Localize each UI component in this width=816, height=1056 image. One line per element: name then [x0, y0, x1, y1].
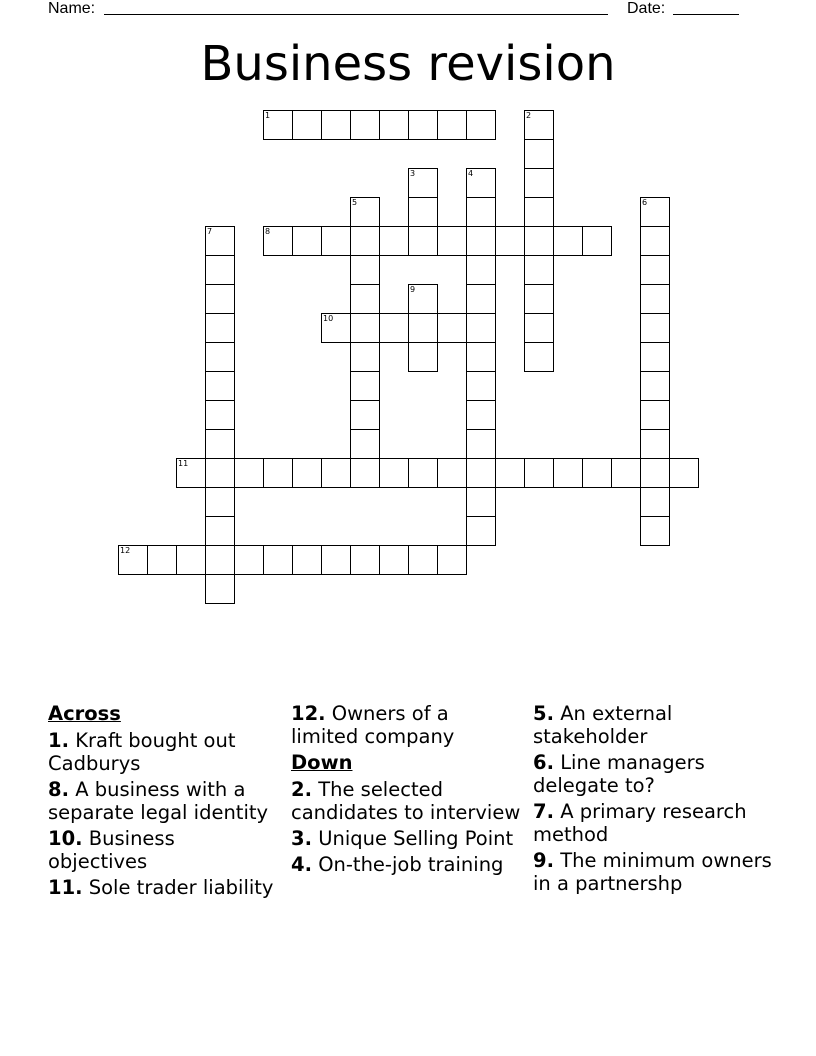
clue-across-10	[48, 827, 278, 873]
crossword-cell[interactable]	[524, 342, 554, 372]
clue-down-7	[533, 800, 773, 846]
crossword-cell[interactable]	[350, 226, 380, 256]
crossword-cell[interactable]	[379, 458, 409, 488]
crossword-cell[interactable]	[466, 197, 496, 227]
clue-number: 7.	[533, 800, 554, 823]
crossword-cell[interactable]	[524, 168, 554, 198]
crossword-cell[interactable]	[205, 313, 235, 343]
clues-column-3	[533, 702, 773, 898]
crossword-cell[interactable]	[495, 458, 525, 488]
crossword-cell[interactable]	[524, 110, 554, 140]
clue-number-label: 3	[410, 169, 416, 178]
clue-number: 5.	[533, 702, 554, 725]
crossword-cell[interactable]	[263, 458, 293, 488]
crossword-cell[interactable]	[321, 313, 351, 343]
crossword-cell[interactable]	[176, 458, 206, 488]
clue-text: A primary research method	[533, 800, 747, 846]
crossword-cell[interactable]	[640, 371, 670, 401]
clue-number-label: 1	[265, 111, 271, 120]
crossword-cell[interactable]	[466, 429, 496, 459]
clue-number-label: 10	[323, 314, 334, 323]
crossword-cell[interactable]	[292, 226, 322, 256]
crossword-cell[interactable]	[263, 110, 293, 140]
clue-number-label: 9	[410, 285, 416, 294]
clue-number-label: 5	[352, 198, 358, 207]
clue-number: 12.	[291, 702, 326, 725]
crossword-cell[interactable]	[408, 458, 438, 488]
clues-column-1	[48, 702, 278, 902]
crossword-cell[interactable]	[408, 197, 438, 227]
crossword-cell[interactable]	[292, 110, 322, 140]
clue-text: Unique Selling Point	[318, 827, 514, 850]
crossword-cell[interactable]	[205, 342, 235, 372]
clue-number-label: 4	[468, 169, 474, 178]
crossword-cell[interactable]	[553, 458, 583, 488]
crossword-cell[interactable]	[408, 226, 438, 256]
clue-text: An external stakeholder	[533, 702, 673, 748]
clue-text: Sole trader liability	[88, 876, 274, 899]
clue-number-label: 11	[178, 459, 189, 468]
page-title: Business revision	[200, 36, 616, 92]
crossword-cell[interactable]	[408, 168, 438, 198]
crossword-cell[interactable]	[350, 545, 380, 575]
crossword-cell[interactable]	[205, 255, 235, 285]
crossword-cell[interactable]	[350, 255, 380, 285]
crossword-cell[interactable]	[205, 516, 235, 546]
crossword-cell[interactable]	[350, 342, 380, 372]
clue-down-9	[533, 849, 773, 895]
clue-number: 2.	[291, 778, 312, 801]
clue-number: 9.	[533, 849, 554, 872]
clue-number: 4.	[291, 853, 312, 876]
clue-number-label: 7	[207, 227, 213, 236]
crossword-cell[interactable]	[205, 429, 235, 459]
crossword-cell[interactable]	[640, 197, 670, 227]
clue-number-label: 8	[265, 227, 271, 236]
crossword-cell[interactable]	[669, 458, 699, 488]
crossword-cell[interactable]	[466, 458, 496, 488]
crossword-cell[interactable]	[205, 400, 235, 430]
clue-number-label: 6	[642, 198, 648, 207]
crossword-cell[interactable]	[466, 516, 496, 546]
crossword-cell[interactable]	[437, 313, 467, 343]
clue-text: On-the-job training	[318, 853, 504, 876]
crossword-cell[interactable]	[350, 400, 380, 430]
crossword-cell[interactable]	[640, 284, 670, 314]
crossword-cell[interactable]	[379, 545, 409, 575]
crossword-cell[interactable]	[408, 284, 438, 314]
crossword-cell[interactable]	[524, 313, 554, 343]
crossword-cell[interactable]	[524, 197, 554, 227]
clue-across-8	[48, 778, 278, 824]
crossword-cell[interactable]	[292, 458, 322, 488]
clue-across-1	[48, 729, 278, 775]
clue-number-label: 2	[526, 111, 532, 120]
crossword-cell[interactable]	[205, 371, 235, 401]
crossword-cell[interactable]	[234, 545, 264, 575]
crossword-cell[interactable]	[466, 255, 496, 285]
crossword-cell[interactable]	[350, 313, 380, 343]
crossword-cell[interactable]	[263, 226, 293, 256]
crossword-cell[interactable]	[292, 545, 322, 575]
crossword-cell[interactable]	[466, 226, 496, 256]
crossword-cell[interactable]	[321, 110, 351, 140]
crossword-cell[interactable]	[350, 197, 380, 227]
crossword-cell[interactable]	[205, 284, 235, 314]
clue-number: 8.	[48, 778, 69, 801]
crossword-cell[interactable]	[582, 458, 612, 488]
crossword-cell[interactable]	[350, 110, 380, 140]
crossword-cell[interactable]	[640, 226, 670, 256]
crossword-cell[interactable]	[466, 168, 496, 198]
crossword-cell[interactable]	[118, 545, 148, 575]
crossword-cell[interactable]	[524, 255, 554, 285]
clue-number: 10.	[48, 827, 83, 850]
crossword-cell[interactable]	[524, 226, 554, 256]
crossword-cell[interactable]	[466, 487, 496, 517]
crossword-cell[interactable]	[524, 284, 554, 314]
crossword-cell[interactable]	[466, 371, 496, 401]
crossword-cell[interactable]	[408, 545, 438, 575]
crossword-cell[interactable]	[611, 458, 641, 488]
crossword-cell[interactable]	[553, 226, 583, 256]
crossword-cell[interactable]	[408, 342, 438, 372]
crossword-cell[interactable]	[640, 255, 670, 285]
crossword-cell[interactable]	[147, 545, 177, 575]
crossword-cell[interactable]	[176, 545, 206, 575]
crossword-cell[interactable]	[437, 226, 467, 256]
crossword-cell[interactable]	[321, 545, 351, 575]
crossword-cell[interactable]	[640, 516, 670, 546]
crossword-cell[interactable]	[524, 458, 554, 488]
crossword-cell[interactable]	[466, 313, 496, 343]
clue-down-2	[291, 778, 521, 824]
crossword-cell[interactable]	[205, 545, 235, 575]
clue-text: Kraft bought out Cadburys	[48, 729, 236, 775]
crossword-cell[interactable]	[466, 284, 496, 314]
date-label: Date:	[627, 0, 666, 17]
crossword-cell[interactable]	[466, 342, 496, 372]
crossword-cell[interactable]	[379, 313, 409, 343]
crossword-cell[interactable]	[408, 110, 438, 140]
crossword-cell[interactable]	[350, 429, 380, 459]
clue-text: The selected candidates to interview	[291, 778, 521, 824]
crossword-cell[interactable]	[205, 226, 235, 256]
clue-text: Line managers delegate to?	[533, 751, 705, 797]
clue-text: Owners of a limited company	[291, 702, 455, 748]
clue-down-3	[291, 827, 521, 850]
crossword-cell[interactable]	[640, 487, 670, 517]
crossword-cell[interactable]	[350, 284, 380, 314]
crossword-cell[interactable]	[437, 458, 467, 488]
crossword-cell[interactable]	[205, 458, 235, 488]
crossword-cell[interactable]	[524, 139, 554, 169]
crossword-cell[interactable]	[350, 458, 380, 488]
clue-across-12	[291, 702, 521, 748]
clue-down-5	[533, 702, 773, 748]
crossword-cell[interactable]	[321, 458, 351, 488]
clue-number: 1.	[48, 729, 69, 752]
crossword-cell[interactable]	[640, 400, 670, 430]
crossword-cell[interactable]	[263, 545, 293, 575]
crossword-cell[interactable]	[321, 226, 351, 256]
crossword-cell[interactable]	[640, 342, 670, 372]
crossword-cell[interactable]	[205, 487, 235, 517]
crossword-cell[interactable]	[640, 313, 670, 343]
clue-down-4	[291, 853, 521, 876]
clue-number: 6.	[533, 751, 554, 774]
crossword-cell[interactable]	[234, 458, 264, 488]
down-heading: Down	[291, 751, 353, 774]
crossword-cell[interactable]	[640, 429, 670, 459]
clue-across-11	[48, 876, 278, 899]
clue-down-6	[533, 751, 773, 797]
crossword-cell[interactable]	[379, 110, 409, 140]
crossword-cell[interactable]	[466, 110, 496, 140]
clue-number: 3.	[291, 827, 312, 850]
clue-text: The minimum owners in a partnershp	[533, 849, 772, 895]
crossword-cell[interactable]	[582, 226, 612, 256]
clue-number-label: 12	[120, 546, 131, 555]
crossword-cell[interactable]	[379, 226, 409, 256]
crossword-cell[interactable]	[205, 574, 235, 604]
crossword-cell[interactable]	[466, 400, 496, 430]
crossword-cell[interactable]	[437, 110, 467, 140]
crossword-cell[interactable]	[640, 458, 670, 488]
clue-text: Business objectives	[48, 827, 175, 873]
clue-number: 11.	[48, 876, 83, 899]
name-label: Name:	[48, 0, 96, 17]
crossword-cell[interactable]	[437, 545, 467, 575]
clues-column-2	[291, 702, 521, 879]
crossword-cell[interactable]	[408, 313, 438, 343]
across-heading: Across	[48, 702, 121, 725]
crossword-cell[interactable]	[350, 371, 380, 401]
crossword-cell[interactable]	[495, 226, 525, 256]
clue-text: A business with a separate legal identity	[48, 778, 269, 824]
